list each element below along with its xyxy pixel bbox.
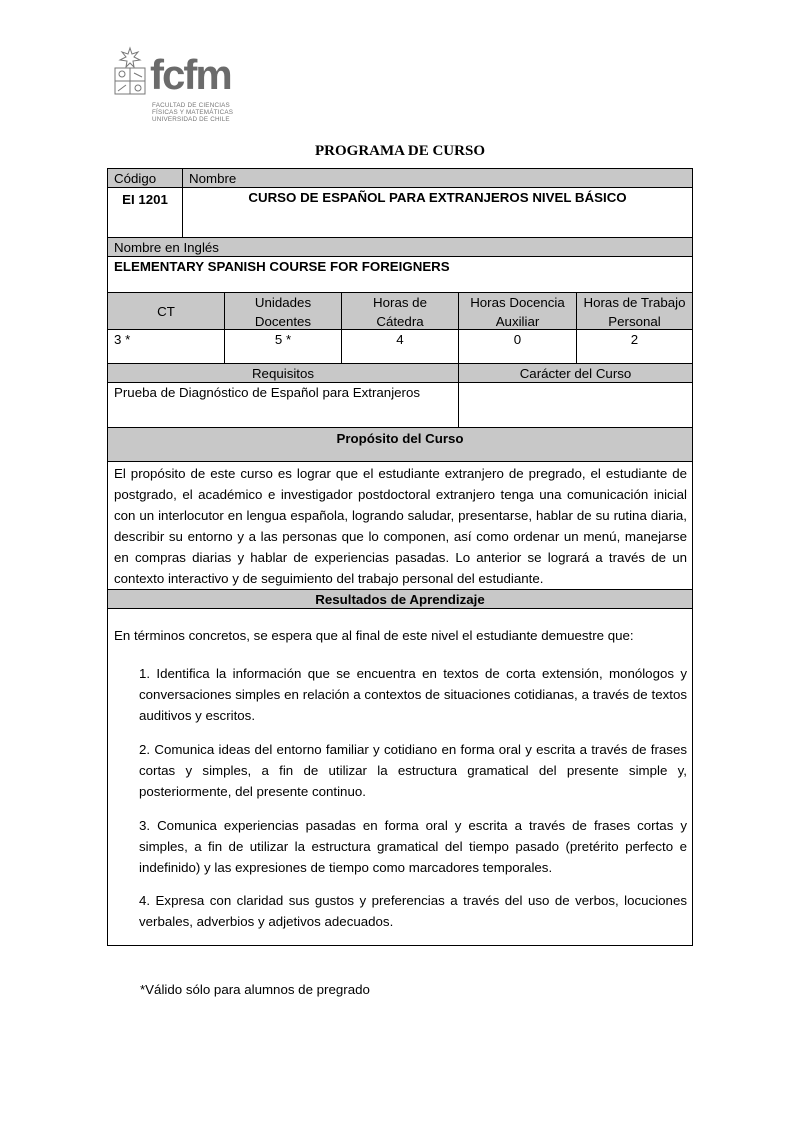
resultado-item-1: 1. Identifica la información que se encuentra en textos de corta extensión, monólogos y conversaciones simples en relación a contextos de situaciones cotidianas, a través de textos auditivos y escritos. [139,666,687,723]
nombre-ingles-header: Nombre en Inglés [107,237,693,257]
caracter-header: Carácter del Curso [458,363,693,383]
hours-header-unidades: Unidades Docentes [224,292,342,330]
resultado-item-3: 3. Comunica experiencias pasadas en forma oral y escrita a través de frases cortas y simples, a fin de utilizar la estructura gramatical del tiempo pasado (pretérito perfecto e indefinido) y las expresiones de tiempo como marcadores temporales. [139,818,687,875]
university-crest-icon [112,46,148,102]
hours-value-catedra: 4 [341,329,459,364]
nombre-value: CURSO DE ESPAÑOL PARA EXTRANJEROS NIVEL BÁSICO [182,187,693,238]
hours-header-ct: CT [107,292,225,330]
caracter-value [458,382,693,428]
proposito-header: Propósito del Curso [107,427,693,462]
hours-header-auxiliar: Horas Docencia Auxiliar [458,292,577,330]
faculty-logo [112,46,242,128]
codigo-header: Código [107,168,183,188]
hours-header-personal: Horas de Trabajo Personal [576,292,693,330]
nombre-ingles-value: ELEMENTARY SPANISH COURSE FOR FOREIGNERS [107,256,693,293]
hours-value-ct: 3 * [107,329,225,364]
hours-header-catedra: Horas de Cátedra [341,292,459,330]
resultado-item-2: 2. Comunica ideas del entorno familiar y cotidiano en forma oral y escrita a través de frases cortas y simples, a fin de utilizar la estructura gramatical del presente simple y, posteriormente, del presente continuo. [139,742,687,799]
fcfm-wordmark: fcfm [150,51,231,98]
requisitos-value: Prueba de Diagnóstico de Español para Extranjeros [107,382,459,428]
resultado-item-4: 4. Expresa con claridad sus gustos y preferencias a través del uso de verbos, locuciones verbales, adverbios y adjetivos adecuados. [139,893,687,929]
proposito-text: El propósito de este curso es lograr que el estudiante extranjero de pregrado, el estudiante de postgrado, el académico e investigador postdoctoral extranjero tenga una comunicación inicial con un interlocutor en lengua española, logrando saludar, presentarse, hablar de su rutina diaria, describir su entorno y a las personas que lo componen, así como ordenar un menú, manejarse en compras diarias y hablar de experiencias pasadas. Lo anterior se logrará a través de un contexto interactivo y de seguimiento del trabajo personal del estudiante. [114,466,687,586]
page-title: PROGRAMA DE CURSO [314,143,485,159]
logo-subtitle: FACULTAD DE CIENCIAS FÍSICAS Y MATEMÁTICAS UNIVERSIDAD DE CHILE [152,102,234,123]
hours-value-auxiliar: 0 [458,329,577,364]
requisitos-header: Requisitos [107,363,459,383]
codigo-value: EI 1201 [107,187,183,238]
nombre-header: Nombre [182,168,693,188]
hours-value-unidades: 5 * [224,329,342,364]
resultados-cell [107,608,693,946]
proposito-cell [107,461,693,590]
resultados-header: Resultados de Aprendizaje [107,589,693,609]
hours-value-personal: 2 [576,329,693,364]
footnote: *Válido sólo para alumnos de pregrado [140,982,370,997]
resultados-intro: En términos concretos, se espera que al final de este nivel el estudiante demuestre que: [114,628,634,643]
